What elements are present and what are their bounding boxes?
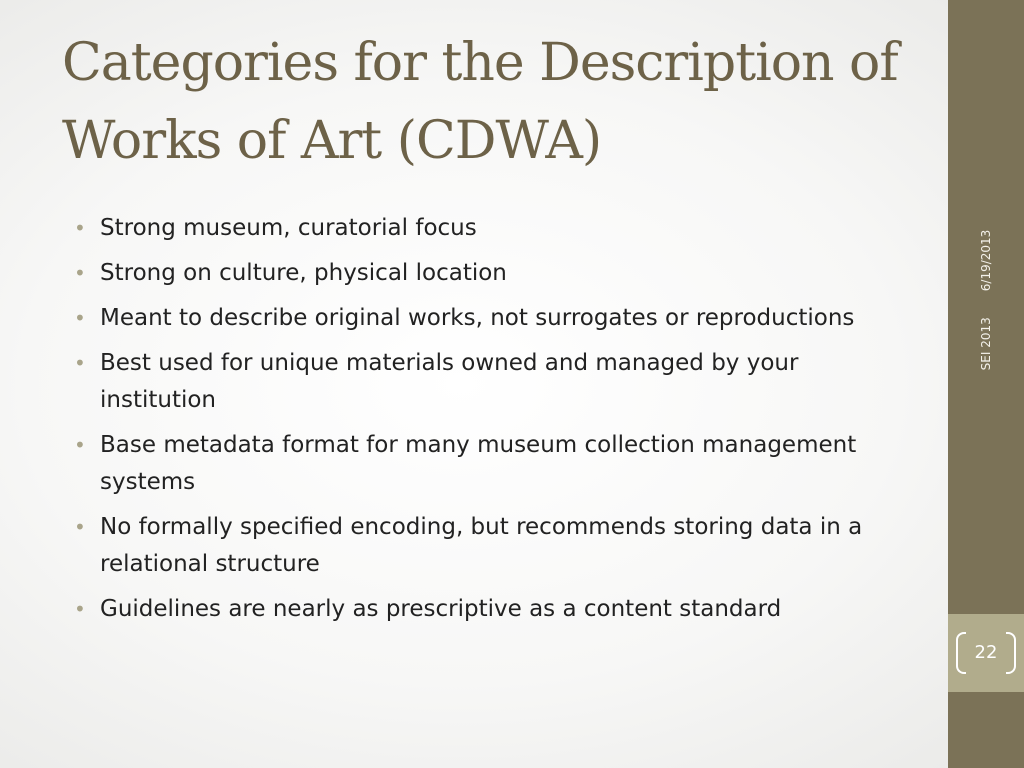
bullet-icon: • [74, 515, 86, 539]
bullet-item [74, 300, 894, 337]
bullet-text: Best used for unique materials owned and managed by your institution [100, 350, 799, 413]
bullet-item [74, 427, 894, 501]
bullet-icon: • [74, 433, 86, 457]
bullet-icon: • [74, 216, 86, 240]
footer-date: 6/19/2013 [979, 229, 993, 292]
sidebar-footer [979, 230, 993, 371]
bullet-list [74, 210, 894, 636]
bullet-text: Strong on culture, physical location [100, 260, 507, 286]
bullet-text: Strong museum, curatorial focus [100, 215, 477, 241]
bullet-item [74, 345, 894, 419]
bullet-item [74, 255, 894, 292]
page-number: 22 [974, 642, 998, 663]
bullet-icon: • [74, 597, 86, 621]
bullet-text: Guidelines are nearly as prescriptive as a content standard [100, 596, 782, 622]
bullet-icon: • [74, 261, 86, 285]
bullet-icon: • [74, 306, 86, 330]
bullet-text: Base metadata format for many museum collection management systems [100, 432, 857, 495]
slide-title: Categories for the Description of Works of Art (CDWA) [62, 33, 898, 171]
bullet-item [74, 591, 894, 628]
bullet-text: Meant to describe original works, not surrogates or reproductions [100, 305, 855, 331]
bullet-item [74, 509, 894, 583]
footer-text: SEI 2013 [979, 317, 993, 371]
bullet-text: No formally specified encoding, but recommends storing data in a relational structure [100, 514, 863, 577]
page-number-box [948, 614, 1024, 692]
bullet-icon: • [74, 351, 86, 375]
bullet-item [74, 210, 894, 247]
